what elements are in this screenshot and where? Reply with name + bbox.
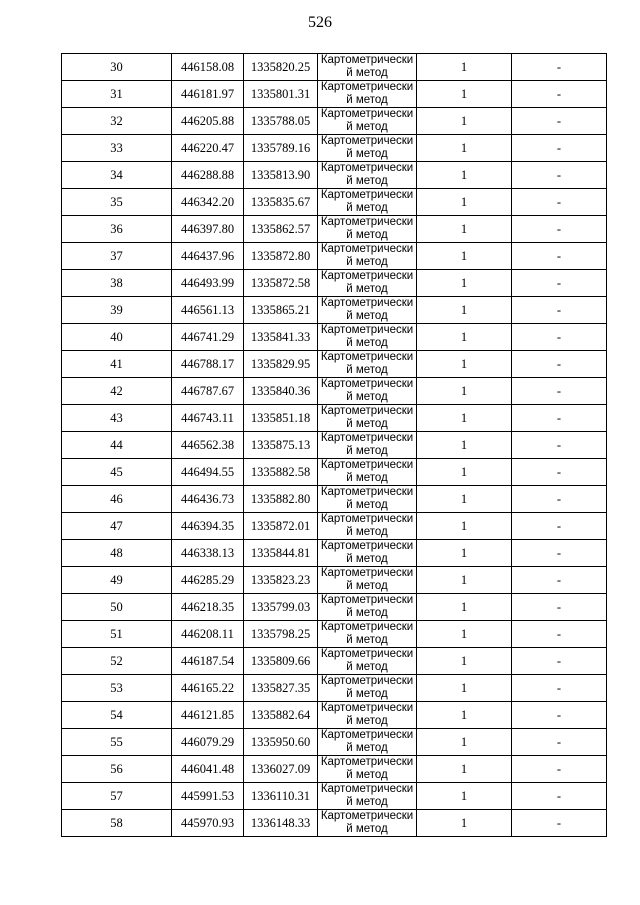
accuracy-cell: 1 (417, 783, 512, 810)
accuracy-cell: 1 (417, 81, 512, 108)
method-line-1: Картометрически (320, 108, 414, 120)
coordinate-y-cell: 1335882.80 (244, 486, 318, 513)
method-line-1: Картометрически (320, 621, 414, 633)
method-line-1: Картометрически (320, 594, 414, 606)
method-line-2: й метод (346, 67, 388, 79)
point-number-cell: 44 (62, 432, 172, 459)
method-cell (318, 459, 417, 486)
note-cell: - (512, 54, 607, 81)
coordinate-x-cell: 446187.54 (172, 648, 244, 675)
coordinate-y-cell: 1336148.33 (244, 810, 318, 837)
table-row (62, 756, 607, 783)
method-line-1: Картометрически (320, 810, 414, 822)
point-number-cell: 38 (62, 270, 172, 297)
note-cell: - (512, 567, 607, 594)
note-cell: - (512, 540, 607, 567)
point-number-cell: 57 (62, 783, 172, 810)
note-cell: - (512, 135, 607, 162)
point-number-cell: 46 (62, 486, 172, 513)
table-row (62, 243, 607, 270)
coordinate-y-cell: 1335865.21 (244, 297, 318, 324)
table-row (62, 675, 607, 702)
accuracy-cell: 1 (417, 621, 512, 648)
accuracy-cell: 1 (417, 702, 512, 729)
table-row (62, 513, 607, 540)
point-number-cell: 41 (62, 351, 172, 378)
method-line-1: Картометрически (320, 270, 414, 282)
coordinate-y-cell: 1335829.95 (244, 351, 318, 378)
note-cell: - (512, 513, 607, 540)
method-line-2: й метод (346, 445, 388, 457)
coordinate-y-cell: 1335872.80 (244, 243, 318, 270)
table-row (62, 567, 607, 594)
method-line-2: й метод (346, 796, 388, 808)
coordinate-y-cell: 1335841.33 (244, 324, 318, 351)
method-line-2: й метод (346, 418, 388, 430)
method-cell (318, 216, 417, 243)
coordinate-y-cell: 1335882.58 (244, 459, 318, 486)
coordinate-y-cell: 1335827.35 (244, 675, 318, 702)
accuracy-cell: 1 (417, 810, 512, 837)
accuracy-cell: 1 (417, 189, 512, 216)
point-number-cell: 58 (62, 810, 172, 837)
table-row (62, 648, 607, 675)
note-cell: - (512, 351, 607, 378)
note-cell: - (512, 108, 607, 135)
coordinate-x-cell: 446165.22 (172, 675, 244, 702)
table-row (62, 108, 607, 135)
method-line-2: й метод (346, 364, 388, 376)
accuracy-cell: 1 (417, 270, 512, 297)
note-cell: - (512, 216, 607, 243)
method-line-2: й метод (346, 661, 388, 673)
accuracy-cell: 1 (417, 540, 512, 567)
coordinate-x-cell: 446561.13 (172, 297, 244, 324)
point-number-cell: 48 (62, 540, 172, 567)
accuracy-cell: 1 (417, 108, 512, 135)
method-cell (318, 756, 417, 783)
method-line-2: й метод (346, 391, 388, 403)
method-line-1: Картометрически (320, 405, 414, 417)
accuracy-cell: 1 (417, 378, 512, 405)
coordinate-y-cell: 1335813.90 (244, 162, 318, 189)
table-row (62, 783, 607, 810)
point-number-cell: 45 (62, 459, 172, 486)
method-line-1: Картометрически (320, 459, 414, 471)
note-cell: - (512, 81, 607, 108)
method-line-2: й метод (346, 337, 388, 349)
point-number-cell: 54 (62, 702, 172, 729)
accuracy-cell: 1 (417, 567, 512, 594)
page-number: 526 (308, 14, 332, 31)
method-cell (318, 486, 417, 513)
table-row (62, 405, 607, 432)
method-line-2: й метод (346, 121, 388, 133)
note-cell: - (512, 324, 607, 351)
method-line-2: й метод (346, 823, 388, 835)
note-cell: - (512, 648, 607, 675)
coordinate-x-cell: 446743.11 (172, 405, 244, 432)
method-cell (318, 351, 417, 378)
note-cell: - (512, 783, 607, 810)
coordinate-x-cell: 446741.29 (172, 324, 244, 351)
method-line-1: Картометрически (320, 189, 414, 201)
method-cell (318, 432, 417, 459)
table-row (62, 270, 607, 297)
coordinate-x-cell: 446208.11 (172, 621, 244, 648)
method-cell (318, 702, 417, 729)
method-line-2: й метод (346, 607, 388, 619)
method-cell (318, 648, 417, 675)
method-line-1: Картометрически (320, 540, 414, 552)
method-line-1: Картометрически (320, 675, 414, 687)
accuracy-cell: 1 (417, 54, 512, 81)
method-cell (318, 378, 417, 405)
coordinate-x-cell: 446787.67 (172, 378, 244, 405)
method-line-2: й метод (346, 553, 388, 565)
coordinate-y-cell: 1335882.64 (244, 702, 318, 729)
coordinate-y-cell: 1335835.67 (244, 189, 318, 216)
accuracy-cell: 1 (417, 486, 512, 513)
method-cell (318, 567, 417, 594)
coordinate-x-cell: 446121.85 (172, 702, 244, 729)
method-line-2: й метод (346, 283, 388, 295)
method-line-1: Картометрически (320, 351, 414, 363)
method-cell (318, 243, 417, 270)
coordinate-y-cell: 1335862.57 (244, 216, 318, 243)
coordinate-y-cell: 1335872.01 (244, 513, 318, 540)
accuracy-cell: 1 (417, 432, 512, 459)
coordinate-y-cell: 1335875.13 (244, 432, 318, 459)
coordinate-x-cell: 446220.47 (172, 135, 244, 162)
accuracy-cell: 1 (417, 243, 512, 270)
point-number-cell: 36 (62, 216, 172, 243)
note-cell: - (512, 459, 607, 486)
accuracy-cell: 1 (417, 405, 512, 432)
method-cell (318, 108, 417, 135)
note-cell: - (512, 189, 607, 216)
note-cell: - (512, 297, 607, 324)
note-cell: - (512, 243, 607, 270)
table-row (62, 189, 607, 216)
method-line-1: Картометрически (320, 648, 414, 660)
method-line-1: Картометрически (320, 243, 414, 255)
accuracy-cell: 1 (417, 297, 512, 324)
method-cell (318, 81, 417, 108)
method-line-1: Картометрически (320, 432, 414, 444)
method-cell (318, 162, 417, 189)
accuracy-cell: 1 (417, 324, 512, 351)
point-number-cell: 39 (62, 297, 172, 324)
method-cell (318, 189, 417, 216)
coordinate-x-cell: 446494.55 (172, 459, 244, 486)
accuracy-cell: 1 (417, 162, 512, 189)
coordinate-y-cell: 1335809.66 (244, 648, 318, 675)
table-row (62, 378, 607, 405)
table-row (62, 540, 607, 567)
point-number-cell: 37 (62, 243, 172, 270)
coordinate-x-cell: 446158.08 (172, 54, 244, 81)
method-line-2: й метод (346, 202, 388, 214)
accuracy-cell: 1 (417, 729, 512, 756)
method-line-2: й метод (346, 229, 388, 241)
coordinate-y-cell: 1335844.81 (244, 540, 318, 567)
method-line-1: Картометрически (320, 81, 414, 93)
point-number-cell: 43 (62, 405, 172, 432)
method-line-2: й метод (346, 175, 388, 187)
note-cell: - (512, 810, 607, 837)
method-line-2: й метод (346, 580, 388, 592)
table-row (62, 162, 607, 189)
accuracy-cell: 1 (417, 675, 512, 702)
table-row (62, 297, 607, 324)
point-number-cell: 35 (62, 189, 172, 216)
method-cell (318, 810, 417, 837)
method-cell (318, 540, 417, 567)
note-cell: - (512, 162, 607, 189)
coordinate-x-cell: 446342.20 (172, 189, 244, 216)
point-number-cell: 53 (62, 675, 172, 702)
method-cell (318, 594, 417, 621)
method-line-1: Картометрически (320, 135, 414, 147)
coordinate-x-cell: 446181.97 (172, 81, 244, 108)
coordinate-x-cell: 446788.17 (172, 351, 244, 378)
point-number-cell: 42 (62, 378, 172, 405)
coordinate-x-cell: 446397.80 (172, 216, 244, 243)
point-number-cell: 31 (62, 81, 172, 108)
table-row (62, 702, 607, 729)
method-cell (318, 54, 417, 81)
method-cell (318, 675, 417, 702)
table-row (62, 81, 607, 108)
method-line-1: Картометрически (320, 324, 414, 336)
table-row (62, 621, 607, 648)
method-line-1: Картометрически (320, 486, 414, 498)
method-line-1: Картометрически (320, 729, 414, 741)
table-row (62, 135, 607, 162)
note-cell: - (512, 702, 607, 729)
table-row (62, 810, 607, 837)
point-number-cell: 51 (62, 621, 172, 648)
method-line-2: й метод (346, 472, 388, 484)
method-line-1: Картометрически (320, 216, 414, 228)
method-line-1: Картометрически (320, 513, 414, 525)
coordinate-y-cell: 1335840.36 (244, 378, 318, 405)
coordinate-x-cell: 446205.88 (172, 108, 244, 135)
coordinate-x-cell: 446338.13 (172, 540, 244, 567)
method-line-2: й метод (346, 688, 388, 700)
coordinates-table (61, 53, 607, 837)
table-row (62, 54, 607, 81)
coordinate-y-cell: 1335872.58 (244, 270, 318, 297)
coordinate-x-cell: 446437.96 (172, 243, 244, 270)
method-cell (318, 405, 417, 432)
coordinate-y-cell: 1335801.31 (244, 81, 318, 108)
accuracy-cell: 1 (417, 135, 512, 162)
method-line-1: Картометрически (320, 702, 414, 714)
note-cell: - (512, 270, 607, 297)
method-line-2: й метод (346, 310, 388, 322)
method-cell (318, 297, 417, 324)
coordinate-x-cell: 445970.93 (172, 810, 244, 837)
method-line-2: й метод (346, 634, 388, 646)
coordinate-y-cell: 1335799.03 (244, 594, 318, 621)
coordinate-x-cell: 446285.29 (172, 567, 244, 594)
note-cell: - (512, 675, 607, 702)
coordinate-y-cell: 1335789.16 (244, 135, 318, 162)
point-number-cell: 47 (62, 513, 172, 540)
method-line-1: Картометрически (320, 378, 414, 390)
method-cell (318, 729, 417, 756)
method-line-2: й метод (346, 769, 388, 781)
point-number-cell: 40 (62, 324, 172, 351)
table-row (62, 351, 607, 378)
accuracy-cell: 1 (417, 756, 512, 783)
coordinate-x-cell: 445991.53 (172, 783, 244, 810)
note-cell: - (512, 432, 607, 459)
point-number-cell: 32 (62, 108, 172, 135)
method-line-1: Картометрически (320, 756, 414, 768)
coordinate-y-cell: 1335823.23 (244, 567, 318, 594)
note-cell: - (512, 621, 607, 648)
method-cell (318, 270, 417, 297)
method-cell (318, 621, 417, 648)
coordinate-y-cell: 1335798.25 (244, 621, 318, 648)
accuracy-cell: 1 (417, 351, 512, 378)
method-line-2: й метод (346, 148, 388, 160)
note-cell: - (512, 594, 607, 621)
method-line-1: Картометрически (320, 54, 414, 66)
accuracy-cell: 1 (417, 594, 512, 621)
method-line-1: Картометрически (320, 783, 414, 795)
coordinates-table-body (62, 54, 607, 837)
method-cell (318, 324, 417, 351)
method-line-2: й метод (346, 94, 388, 106)
coordinate-y-cell: 1335820.25 (244, 54, 318, 81)
table-row (62, 729, 607, 756)
method-line-2: й метод (346, 742, 388, 754)
coordinate-y-cell: 1335788.05 (244, 108, 318, 135)
note-cell: - (512, 486, 607, 513)
method-cell (318, 513, 417, 540)
method-line-1: Картометрически (320, 162, 414, 174)
coordinate-y-cell: 1336110.31 (244, 783, 318, 810)
method-line-1: Картометрически (320, 567, 414, 579)
point-number-cell: 33 (62, 135, 172, 162)
note-cell: - (512, 405, 607, 432)
accuracy-cell: 1 (417, 648, 512, 675)
method-line-2: й метод (346, 499, 388, 511)
table-row (62, 432, 607, 459)
coordinate-x-cell: 446288.88 (172, 162, 244, 189)
method-cell (318, 783, 417, 810)
table-row (62, 324, 607, 351)
coordinate-y-cell: 1335950.60 (244, 729, 318, 756)
point-number-cell: 49 (62, 567, 172, 594)
coordinate-x-cell: 446041.48 (172, 756, 244, 783)
coordinate-x-cell: 446079.29 (172, 729, 244, 756)
coordinate-x-cell: 446394.35 (172, 513, 244, 540)
table-row (62, 594, 607, 621)
coordinate-x-cell: 446436.73 (172, 486, 244, 513)
point-number-cell: 34 (62, 162, 172, 189)
point-number-cell: 50 (62, 594, 172, 621)
note-cell: - (512, 378, 607, 405)
method-line-2: й метод (346, 715, 388, 727)
point-number-cell: 30 (62, 54, 172, 81)
accuracy-cell: 1 (417, 459, 512, 486)
note-cell: - (512, 729, 607, 756)
coordinate-x-cell: 446493.99 (172, 270, 244, 297)
method-cell (318, 135, 417, 162)
point-number-cell: 52 (62, 648, 172, 675)
table-row (62, 216, 607, 243)
method-line-2: й метод (346, 256, 388, 268)
point-number-cell: 56 (62, 756, 172, 783)
coordinate-x-cell: 446218.35 (172, 594, 244, 621)
coordinate-y-cell: 1336027.09 (244, 756, 318, 783)
method-line-2: й метод (346, 526, 388, 538)
note-cell: - (512, 756, 607, 783)
table-row (62, 459, 607, 486)
point-number-cell: 55 (62, 729, 172, 756)
coordinate-x-cell: 446562.38 (172, 432, 244, 459)
accuracy-cell: 1 (417, 216, 512, 243)
accuracy-cell: 1 (417, 513, 512, 540)
method-line-1: Картометрически (320, 297, 414, 309)
table-row (62, 486, 607, 513)
coordinate-y-cell: 1335851.18 (244, 405, 318, 432)
